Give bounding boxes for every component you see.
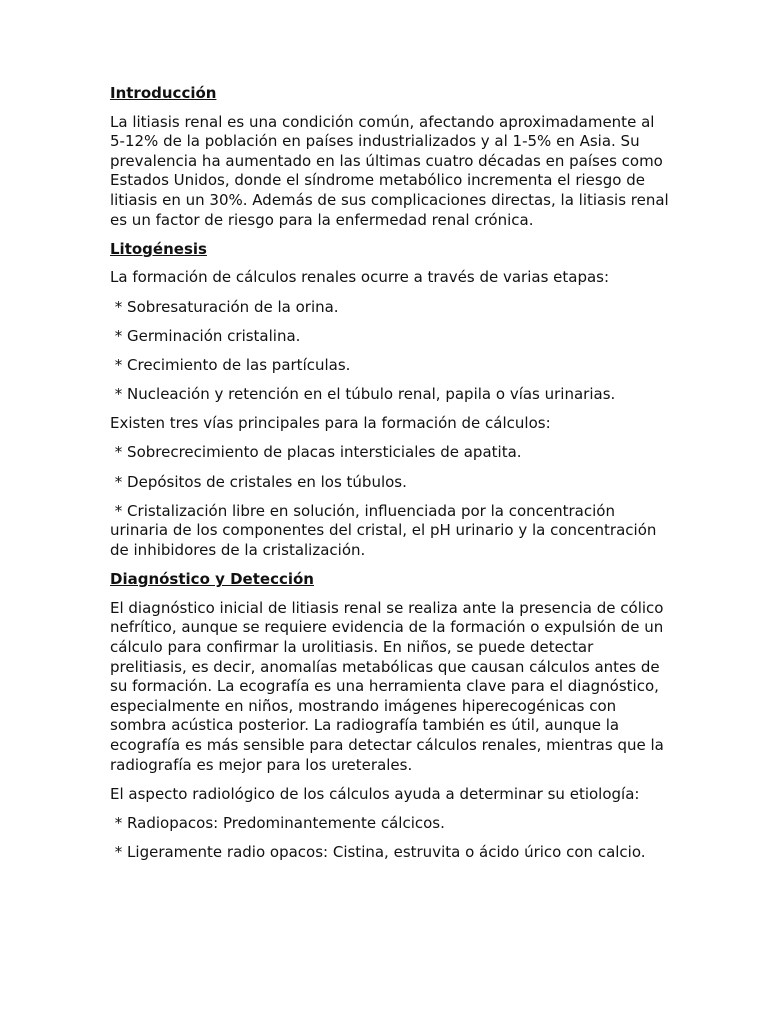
list-item: * Radiopacos: Predominantemente cálcicos.	[110, 813, 445, 832]
list-item: * Ligeramente radio opacos: Cistina, estruvita o ácido úrico con calcio.	[110, 843, 646, 862]
paragraph-introduccion: La litiasis renal es una condición común, afectando aproximadamente al 5-12% de la población en países industrializados y al 1-5% en Asia. Su prevalencia ha aumentado en las últimas cuatro décadas en países como Estados Unidos, donde el síndrome metabólico incrementa el riesgo de litiasis en un 30%. Además de sus complicaciones directas, la litiasis renal es un factor de riesgo para la enfermedad renal crónica.	[110, 112, 669, 229]
document-page	[110, 84, 670, 872]
list-item: * Germinación cristalina.	[110, 326, 301, 345]
paragraph-diagnostico: El diagnóstico inicial de litiasis renal se realiza ante la presencia de cólico nefrítico, aunque se requiere evidencia de la formación o expulsión de un cálculo para confirmar la urolitiasis. En niños, se puede detectar prelitiasis, es decir, anomalías metabólicas que causan cálculos antes de su formación. La ecografía es una herramienta clave para el diagnóstico, especialmente en niños, mostrando imágenes hiperecogénicas con sombra acústica posterior. La radiografía también es útil, aunque la ecografía es más sensible para detectar cálculos renales, mientras que la radiografía es mejor para los ureterales.	[110, 598, 664, 774]
paragraph-litogenesis-stages-intro: La formación de cálculos renales ocurre a través de varias etapas:	[110, 268, 610, 287]
list-item: * Depósitos de cristales en los túbulos.	[110, 472, 407, 491]
section-heading-introduccion: Introducción	[110, 84, 217, 102]
paragraph-radiologic-intro: El aspecto radiológico de los cálculos ayuda a determinar su etiología:	[110, 784, 640, 803]
list-item: * Crecimiento de las partículas.	[110, 355, 351, 374]
section-heading-litogenesis: Litogénesis	[110, 239, 207, 258]
list-item: * Sobrecrecimiento de placas intersticiales de apatita.	[110, 443, 522, 462]
section-heading-diagnostico: Diagnóstico y Detección	[110, 570, 314, 589]
paragraph-litogenesis-pathways-intro: Existen tres vías principales para la formación de cálculos:	[110, 414, 551, 433]
list-item: * Sobresaturación de la orina.	[110, 297, 339, 316]
list-item: * Nucleación y retención en el túbulo renal, papila o vías urinarias.	[110, 385, 616, 404]
list-item: * Cristalización libre en solución, influenciada por la concentración urinaria de los componentes del cristal, el pH urinario y la concentración de inhibidores de la cristalización.	[110, 501, 662, 560]
